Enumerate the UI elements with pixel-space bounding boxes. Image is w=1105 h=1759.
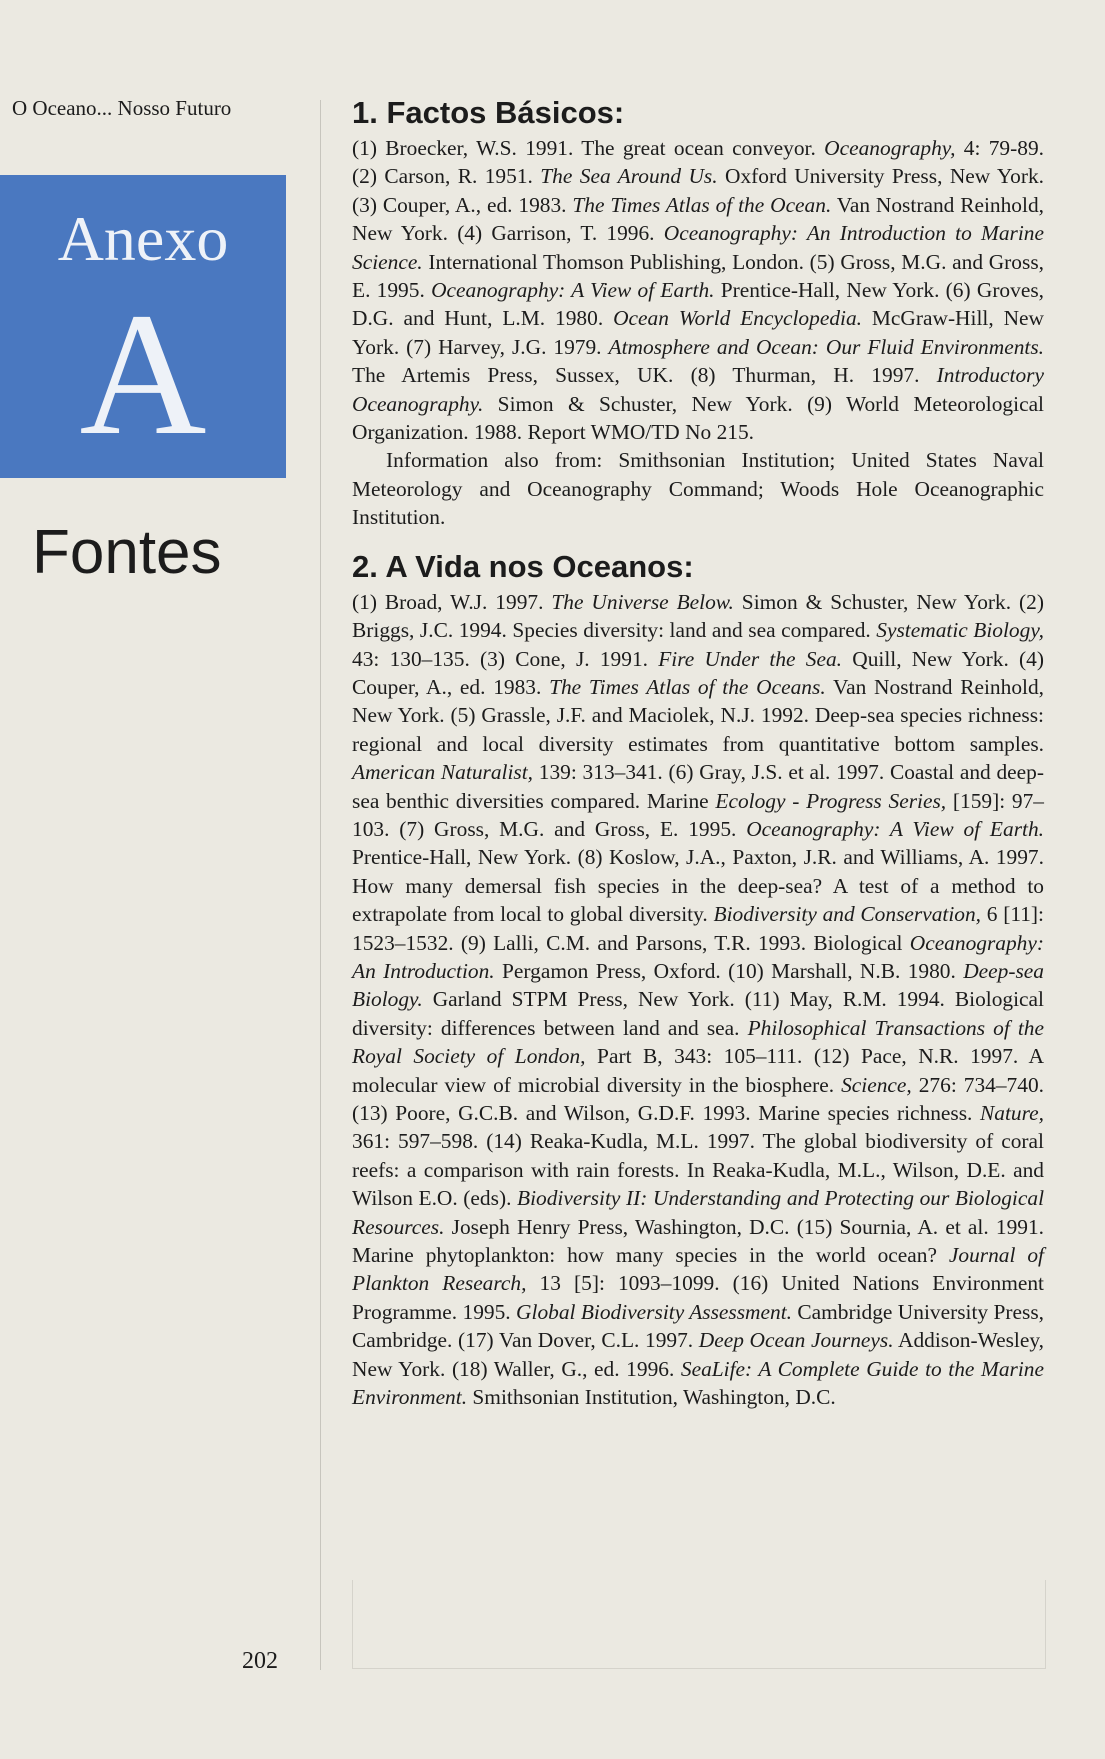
reference-title: SeaLife: A Complete Guide to the Marine Environment. [352, 1356, 1044, 1410]
reference-details: 139: 313–341. [533, 760, 669, 785]
reference-text: (9) Lalli, C.M. and Parsons, T.R. 1993. Biological [460, 930, 910, 955]
running-head: O Oceano... Nosso Futuro [12, 96, 232, 120]
reference-item [352, 590, 1019, 614]
reference-details: 43: 130–135. [352, 646, 481, 671]
reference-details: Van Nostrand Reinhold, New York. [352, 192, 1044, 246]
reference-title: Oceanography: A View of Earth. [431, 278, 715, 303]
reference-title: Oceanography: An Introduction to Marine Science. [352, 221, 1044, 274]
reference-title: Philosophical Transactions of the Royal Society of London, [352, 1015, 1044, 1069]
reference-text: (7) Gross, M.G. and Gross, E. 1995. [399, 816, 747, 841]
reference-details: 361: 597–598. [352, 1129, 487, 1154]
reference-details: Simon & Schuster, New York. [733, 589, 1020, 614]
reference-details: McGraw-Hill, New York. [352, 306, 1044, 359]
reference-title: Fire Under the Sea. [658, 646, 843, 671]
reference-text: (5) Gross, M.G. and Gross, E. 1995. [352, 249, 1045, 303]
reference-details: Quill, New York. [842, 646, 1020, 671]
reference-details: Prentice-Hall, New York. [714, 278, 946, 303]
reference-text: (3) Cone, J. 1991. [480, 646, 659, 671]
reference-title: Deep Ocean Journeys. [698, 1328, 894, 1353]
reference-title: Journal of Plankton Research, [352, 1243, 1044, 1296]
reference-title: The Universe Below. [551, 589, 734, 614]
reference-title: Science, [841, 1072, 912, 1097]
reference-text: (2) Briggs, J.C. 1994. Species diversity: land and sea compared. [352, 589, 1044, 643]
reference-title: Oceanography, [824, 136, 956, 160]
reference-text: (1) Broecker, W.S. 1991. The great ocean conveyor. [352, 136, 825, 160]
reference-text: (17) Van Dover, C.L. 1997. [458, 1328, 699, 1353]
references-column [352, 92, 1044, 1411]
reference-text: (2) Carson, R. 1951. [352, 164, 541, 189]
reference-item [352, 136, 1044, 160]
reference-details: The Artemis Press, Sussex, UK. [352, 363, 691, 388]
reference-details: Oxford University Press, New York. [717, 164, 1044, 189]
annex-letter: A [79, 277, 207, 472]
reference-title: Biodiversity II: Understanding and Protecting our Biological Resources. [352, 1186, 1045, 1239]
annex-word: Anexo [57, 203, 229, 274]
reference-text: (8) Koslow, J.A., Paxton, J.R. and Williams, A. 1997. How many demersal fish species in the deep-sea? A test of a method to extrapolate from local to global diversity. [352, 845, 1044, 927]
reference-details: Pergamon Press, Oxford. [494, 958, 729, 983]
reference-details: Van Nostrand Reinhold, New York. [352, 674, 1044, 728]
reference-text: (7) Harvey, J.G. 1979. [406, 334, 609, 359]
reference-text: (5) Grassle, J.F. and Maciolek, N.J. 1992. Deep-sea species richness: regional and local diversity estimates from quantitative bottom samples. [352, 703, 1044, 756]
reference-text: (12) Pace, N.R. 1997. A molecular view of microbial diversity in the biosphere. [352, 1044, 1045, 1097]
reference-details: Garland STPM Press, New York. [422, 987, 745, 1012]
reference-text: (1) Broad, W.J. 1997. [352, 589, 552, 614]
reference-item [352, 164, 1044, 188]
source-note: Information also from: Smithsonian Institution; United States Naval Meteorology and Oceanography Command; Woods Hole Oceanographic Institution. [352, 448, 1044, 530]
section-heading: 2. A Vida nos Oceanos: [352, 548, 694, 584]
reference-title: Nature, [980, 1101, 1044, 1125]
reference-text: (6) Gray, J.S. et al. 1997. Coastal and deep-sea benthic diversities compared. Marine [352, 760, 1044, 813]
reference-details: 6 [11]: 1523–1532. [352, 902, 1044, 955]
reference-details: Prentice-Hall, New York. [352, 845, 578, 870]
reference-details: 13 [5]: 1093–1099. [526, 1271, 733, 1296]
reference-details: Part B, 343: 105–111. [585, 1044, 814, 1069]
reference-title: Biodiversity and Conservation, [713, 902, 982, 927]
reference-details: 4: 79-89. [955, 136, 1044, 160]
reference-title: The Times Atlas of the Ocean. [572, 192, 832, 217]
reference-text: (11) May, R.M. 1994. Biological diversity: differences between land and sea. [352, 987, 1044, 1040]
page-number: 202 [242, 1648, 278, 1674]
reference-text: (8) Thurman, H. 1997. [690, 363, 937, 388]
reference-item [352, 1357, 1044, 1409]
reference-list [352, 134, 1044, 446]
reference-text: (14) Reaka-Kudla, M.L. 1997. The global biodiversity of coral reefs: a comparison with rain forests. In Reaka-Kudla, M.L., Wilson, D.E. and Wilson E.O. (eds). [352, 1129, 1044, 1211]
reference-text: (4) Garrison, T. 1996. [457, 221, 664, 246]
reference-text: (10) Marshall, N.B. 1980. [728, 958, 964, 983]
reference-title: Introductory Oceanography. [352, 363, 1044, 416]
reference-details: Simon & Schuster, New York. [483, 391, 808, 416]
reference-details: Smithsonian Institution, Washington, D.C. [467, 1385, 836, 1410]
reference-title: Ecology - Progress Series, [715, 788, 947, 813]
reference-details: 276: 734–740. [911, 1072, 1044, 1097]
reference-title: The Times Atlas of the Oceans. [549, 674, 826, 699]
reference-text: (9) World Meteorological Organization. 1988. Report WMO/TD No 215. [352, 391, 1045, 445]
reference-item [480, 647, 1019, 671]
reference-title: Systematic Biology, [876, 618, 1044, 643]
reference-title: Global Biodiversity Assessment. [516, 1299, 792, 1324]
reference-details: [159]: 97–103. [352, 788, 1044, 841]
reference-title: Oceanography: An Introduction. [352, 930, 1044, 983]
reference-text: (18) Waller, G., ed. 1996. [451, 1356, 681, 1381]
reference-title: The Sea Around Us. [540, 164, 718, 189]
annex-banner [0, 175, 286, 478]
column-divider [320, 100, 321, 1670]
reference-text: (6) Groves, D.G. and Hunt, L.M. 1980. [352, 278, 1044, 331]
chapter-title: Fontes [32, 518, 222, 587]
bleed-through-frame [352, 1580, 1046, 1669]
section-heading: 1. Factos Básicos: [352, 95, 625, 130]
reference-details: Joseph Henry Press, Washington, D.C. [444, 1214, 797, 1239]
reference-details: Cambridge University Press, Cambridge. [352, 1299, 1045, 1353]
reference-title: Atmosphere and Ocean: Our Fluid Environments. [608, 334, 1045, 359]
reference-details: Addison-Wesley, New York. [352, 1328, 1045, 1381]
reference-text: (4) Couper, A., ed. 1983. [352, 646, 1044, 699]
reference-title: Deep-sea Biology. [352, 958, 1044, 1012]
reference-title: Ocean World Encyclopedia. [613, 306, 862, 331]
reference-text: (16) United Nations Environment Programme. 1995. [352, 1271, 1044, 1324]
reference-title: Oceanography: A View of Earth. [746, 816, 1045, 841]
reference-details: International Thomson Publishing, London. [422, 249, 810, 274]
reference-text: (15) Sournia, A. et al. 1991. Marine phytoplankton: how many species in the world ocean? [352, 1214, 1045, 1268]
reference-text: (13) Poore, G.C.B. and Wilson, G.D.F. 1993. Marine species richness. [352, 1101, 981, 1125]
reference-text: (3) Couper, A., ed. 1983. [352, 192, 573, 217]
reference-title: American Naturalist, [352, 760, 534, 785]
reference-list [352, 588, 1044, 1412]
